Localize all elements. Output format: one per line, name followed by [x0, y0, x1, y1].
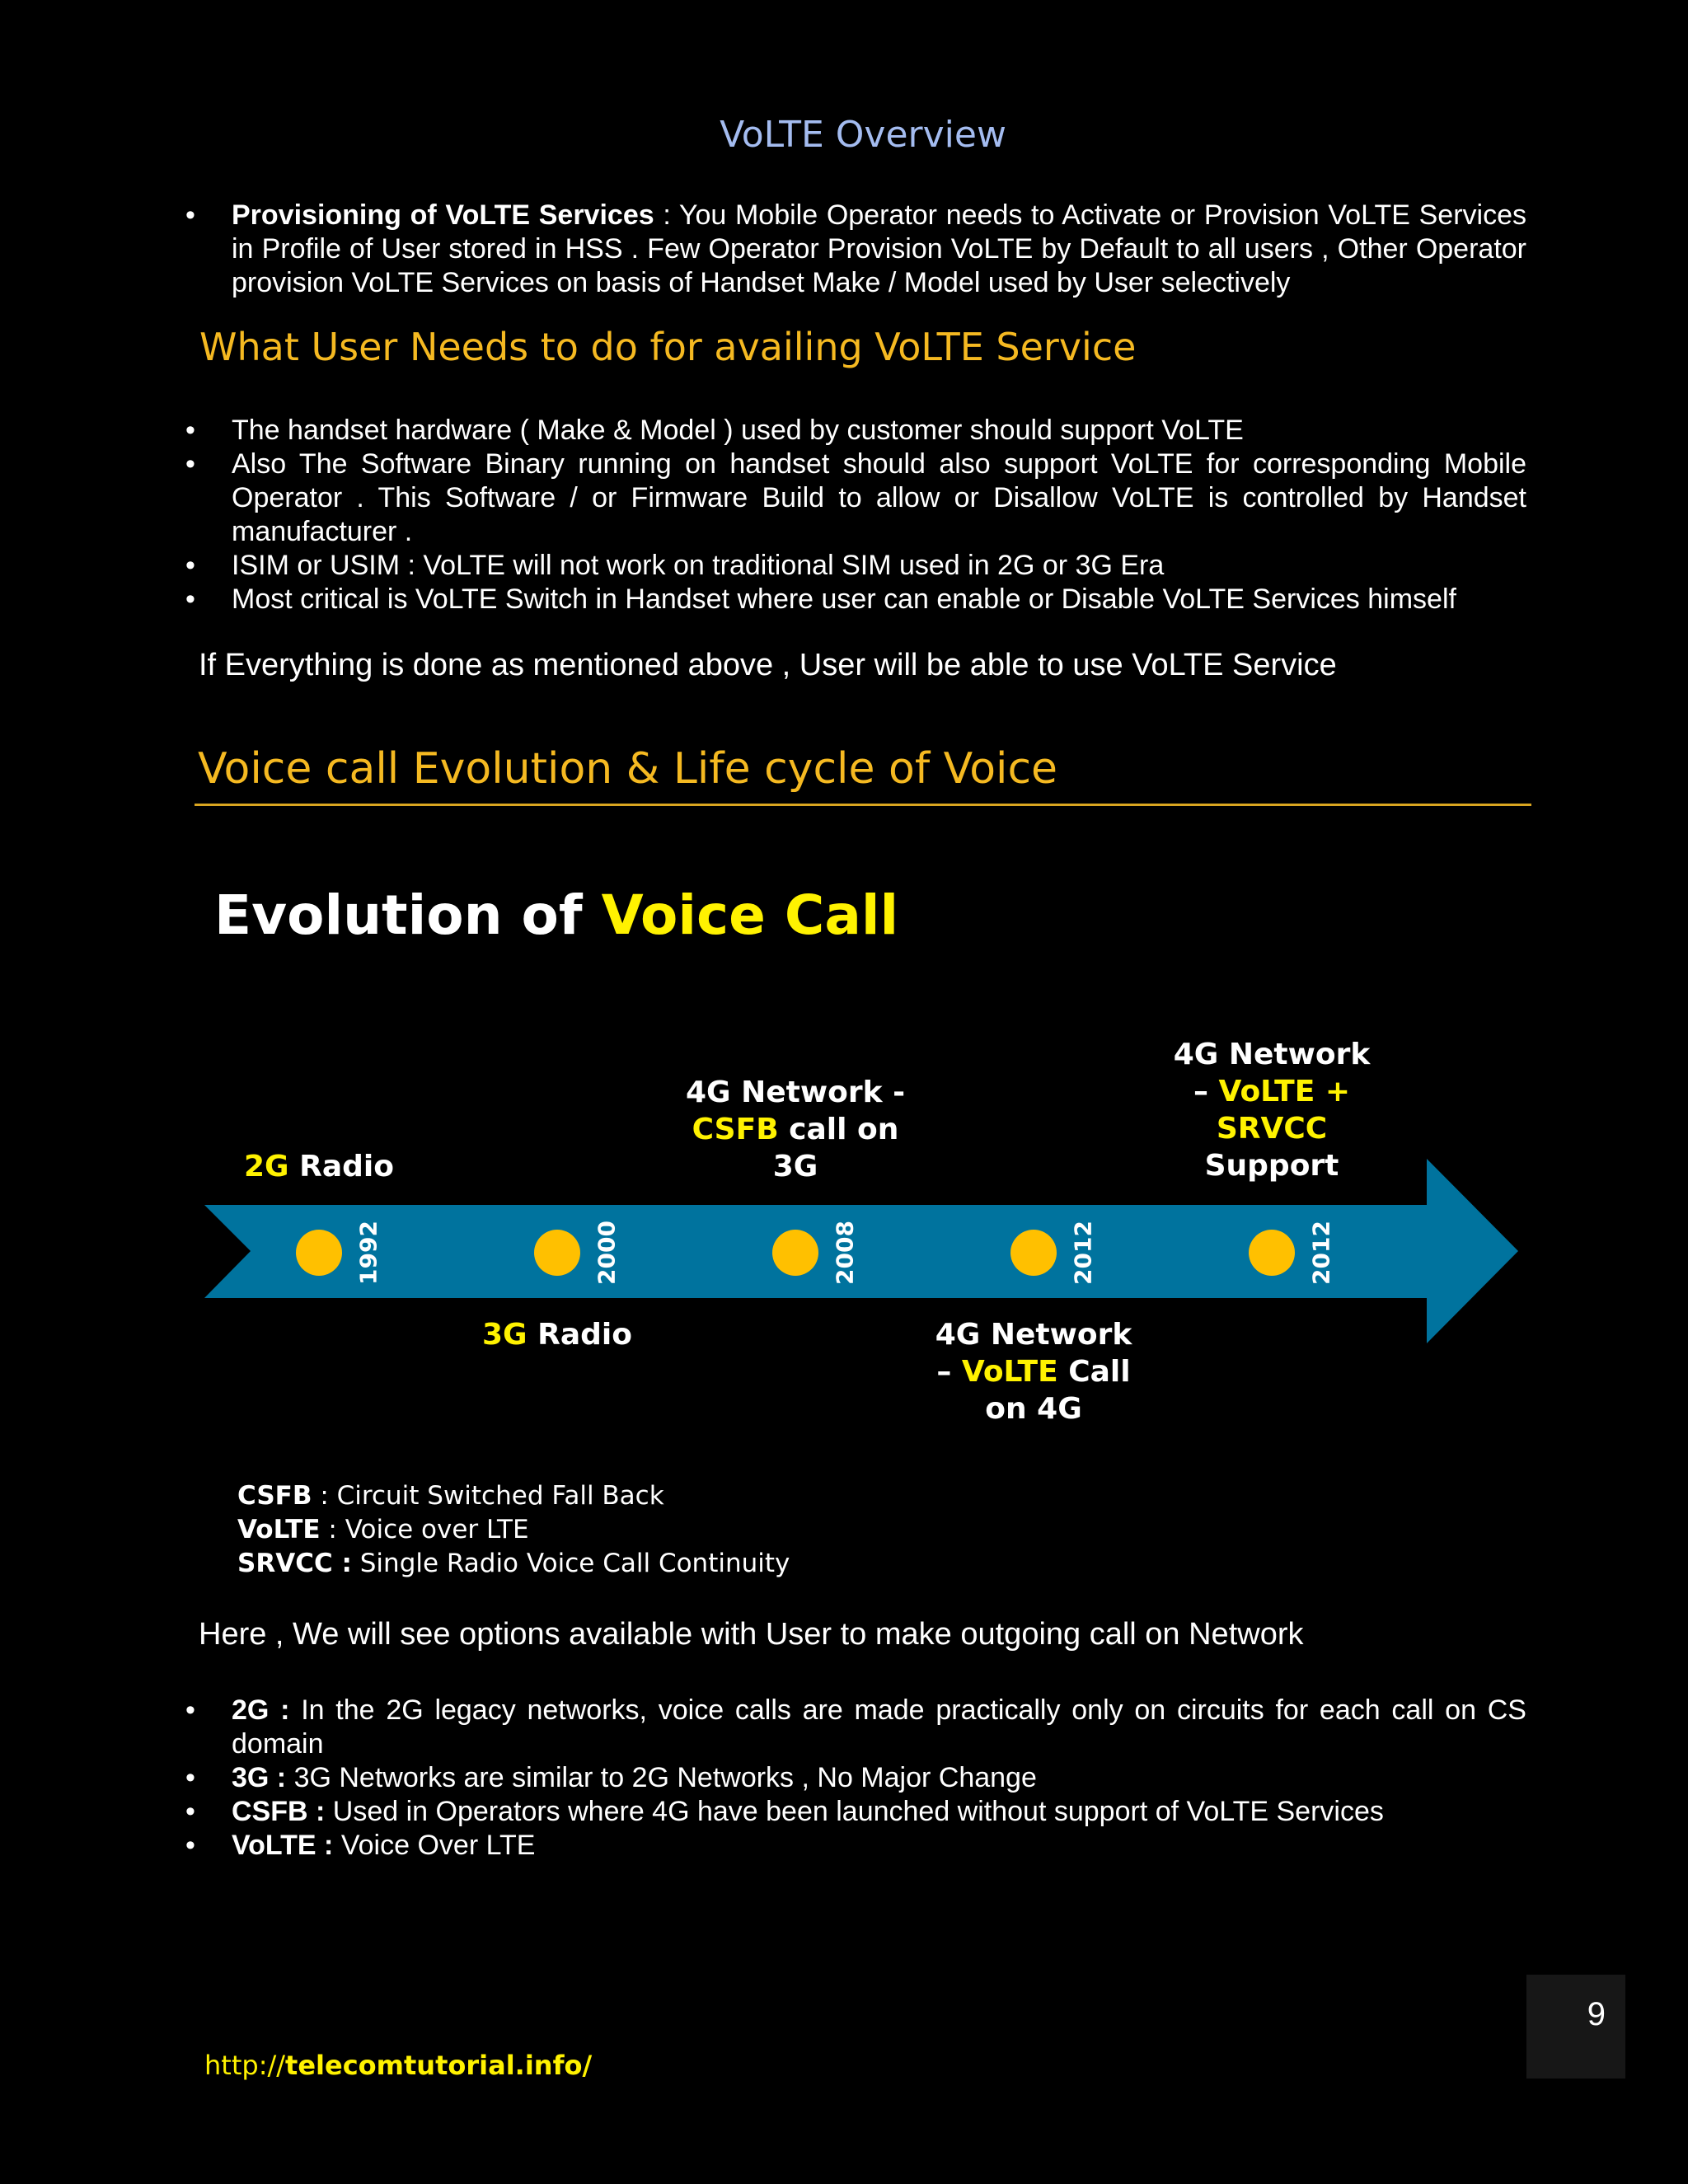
- timeline-year: 2000: [593, 1221, 621, 1285]
- option-text: Voice Over LTE: [333, 1830, 536, 1861]
- timeline-label-3g: [425, 1316, 689, 1353]
- label-csfb-line3: 3G: [772, 1150, 818, 1183]
- page-number-box: [1526, 1975, 1625, 2079]
- timeline-label-csfb: [663, 1074, 927, 1185]
- label-3g-highlight: 3G: [482, 1318, 528, 1352]
- page-title: VoLTE Overview: [720, 114, 1006, 156]
- option-term: 3G :: [232, 1762, 287, 1793]
- label-srvcc-line2: [1140, 1073, 1404, 1110]
- label-srvcc-highlight1: VoLTE +: [1218, 1075, 1350, 1108]
- label-csfb-line2: [663, 1111, 927, 1148]
- label-volte-rest: Call: [1057, 1355, 1131, 1389]
- list-item: • The handset hardware ( Make & Model ) used by customer should support VoLTE: [232, 414, 1526, 448]
- glossary-term: SRVCC :: [237, 1549, 352, 1578]
- label-csfb-line1: 4G Network -: [685, 1076, 906, 1109]
- glossary: [237, 1479, 790, 1581]
- provisioning-label: Provisioning of VoLTE Services: [232, 199, 654, 231]
- label-csfb-highlight: CSFB: [692, 1113, 779, 1146]
- list-item: • ISIM or USIM : VoLTE will not work on traditional SIM used in 2G or 3G Era: [232, 549, 1526, 583]
- label-volte-line2: [902, 1353, 1165, 1390]
- footer-link-domain: telecomtutorial.info/: [285, 2050, 593, 2081]
- page-number: 9: [1587, 1996, 1606, 2032]
- label-volte-highlight: VoLTE: [961, 1355, 1058, 1389]
- label-volte-line1: 4G Network: [935, 1318, 1132, 1352]
- option-text: Used in Operators where 4G have been launched without support of VoLTE Services: [325, 1796, 1384, 1827]
- glossary-item: [237, 1513, 790, 1547]
- glossary-term: VoLTE: [237, 1515, 321, 1544]
- timeline-dot: [296, 1230, 342, 1276]
- glossary-item: [237, 1547, 790, 1581]
- options-intro: Here , We will see options available with User to make outgoing call on Network: [199, 1617, 1304, 1652]
- label-3g-rest: Radio: [527, 1318, 632, 1352]
- glossary-term: CSFB: [237, 1481, 312, 1511]
- options-list: [232, 1694, 1526, 1863]
- section-heading-evolution: Voice call Evolution & Life cycle of Voice: [198, 744, 1058, 794]
- option-term: VoLTE :: [232, 1830, 334, 1861]
- label-2g-rest: Radio: [288, 1150, 394, 1183]
- option-term: CSFB :: [232, 1796, 326, 1827]
- label-2g-highlight: 2G: [244, 1150, 289, 1183]
- option-term: 2G :: [232, 1694, 290, 1726]
- label-srvcc-line4: Support: [1204, 1149, 1339, 1183]
- timeline-dot: [534, 1230, 580, 1276]
- label-volte-dash: –: [936, 1355, 962, 1389]
- glossary-def: Circuit Switched Fall Back: [336, 1481, 664, 1511]
- timeline-dot: [772, 1230, 818, 1276]
- figure-title-highlight: Voice Call: [601, 883, 899, 947]
- list-item: [232, 1829, 1526, 1863]
- needs-conclusion: If Everything is done as mentioned above , User will be able to use VoLTE Service: [199, 648, 1337, 682]
- timeline-label-2g: [187, 1148, 451, 1185]
- footer-link[interactable]: [204, 2050, 592, 2081]
- figure-title-plain: Evolution of: [214, 883, 602, 947]
- timeline-label-srvcc: [1140, 1036, 1404, 1184]
- timeline-dot: [1010, 1230, 1057, 1276]
- list-item: • Most critical is VoLTE Switch in Handset where user can enable or Disable VoLTE Services himself: [232, 583, 1526, 616]
- section-heading-needs: What User Needs to do for availing VoLTE Service: [199, 325, 1137, 369]
- glossary-sep: [352, 1549, 360, 1578]
- glossary-sep: :: [312, 1481, 337, 1511]
- glossary-def: Single Radio Voice Call Continuity: [359, 1549, 790, 1578]
- option-text: In the 2G legacy networks, voice calls are made practically only on circuits for each call on CS domain: [232, 1694, 1526, 1760]
- list-item: [232, 1795, 1526, 1829]
- glossary-sep: :: [320, 1515, 345, 1544]
- glossary-item: [237, 1479, 790, 1513]
- label-srvcc-dash: –: [1193, 1075, 1219, 1108]
- timeline-dot: [1249, 1230, 1295, 1276]
- timeline-year: 2012: [1307, 1221, 1335, 1285]
- list-item: • Also The Software Binary running on handset should also support VoLTE for corresponding Mobile Operator . This Software / or Firmware Build to allow or Disallow VoLTE is controlled by Handset manufacturer .: [232, 448, 1526, 549]
- timeline-label-volte: [902, 1316, 1165, 1427]
- label-srvcc-highlight2: SRVCC: [1216, 1112, 1328, 1146]
- list-item: [232, 1761, 1526, 1795]
- timeline-year: 1992: [354, 1221, 382, 1285]
- timeline-year: 2008: [831, 1221, 859, 1285]
- footer-link-prefix: http://: [204, 2050, 286, 2081]
- label-srvcc-line1: 4G Network: [1173, 1038, 1371, 1071]
- list-item: [232, 1694, 1526, 1761]
- timeline-year: 2012: [1069, 1221, 1097, 1285]
- label-csfb-rest: call on: [778, 1113, 899, 1146]
- provisioning-text: : You Mobile Operator needs to Activate or Provision VoLTE Services in Profile of User stored in HSS . Few Operator Provision VoLTE by Default to all users , Other Operator provision VoLTE Services on basis of Handset Make / Model used by User selectively: [232, 199, 1526, 298]
- option-text: 3G Networks are similar to 2G Networks , No Major Change: [286, 1762, 1037, 1793]
- label-volte-line3: on 4G: [985, 1392, 1082, 1426]
- glossary-def: Voice over LTE: [345, 1515, 529, 1544]
